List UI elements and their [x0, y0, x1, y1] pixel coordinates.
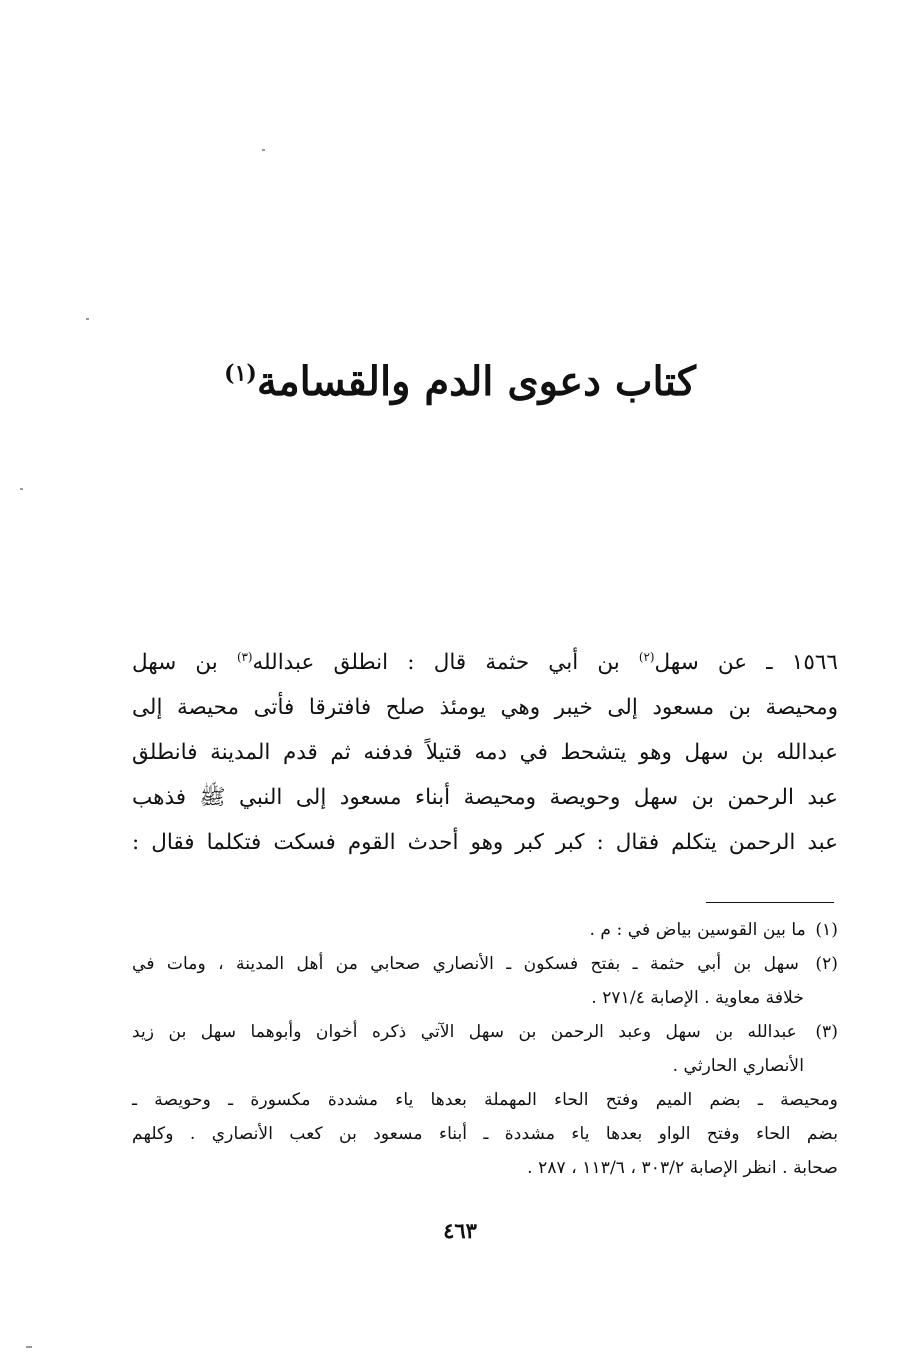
body-line-4: عبد الرحمن بن سهل وحويصة ومحيصة أبناء مسعود إلى النبي ﷺ فذهب [132, 785, 838, 810]
footnote-3-number: (٣) [815, 1022, 838, 1042]
footnote-2-line-1: سهل بن أبي حثمة ـ بفتح فسكون ـ الأنصاري صحابي من أهل المدينة ، ومات في [132, 954, 799, 974]
footnote-continuation-line-1: ومحيصة ـ بضم الميم وفتح الحاء المهملة بعدها ياء مشددة مكسورة ـ وحويصة ـ [132, 1090, 838, 1110]
body-line-2: ومحيصة بن مسعود إلى خيبر وهي يومئذ صلح فافترقا فأتى محيصة إلى [132, 695, 838, 720]
footnote-3-line-1: عبدالله بن سهل وعبد الرحمن بن سهل الآتي ذكره أخوان وأبوهما سهل بن زيد [132, 1022, 797, 1042]
footnote-2-number: (٢) [815, 954, 839, 974]
footnote-continuation-line-2: بضم الحاء وفتح الواو بعدها ياء مشددة ـ أبناء مسعود بن كعب الأنصاري . وكلهم [132, 1124, 838, 1144]
hadith-text [132, 640, 838, 865]
body-line-5: عبد الرحمن يتكلم فقال : كبر كبر وهو أحدث القوم فسكت فتكلما فقال : [132, 830, 838, 855]
body-line-1 [132, 640, 838, 685]
scan-speck [86, 318, 89, 320]
footnote-1-text: ما بين القوسين بياض في : م . [589, 920, 806, 940]
footnote-1 [132, 913, 838, 947]
footnote-continuation-line-3: صحابة . انظر الإصابة ٣٠٣/٢ ، ١١٣/٦ ، ٢٨٧ . [527, 1158, 838, 1178]
footnote-marker-2: (٢) [638, 649, 655, 664]
scan-speck [26, 1346, 32, 1348]
footnote-divider [706, 902, 834, 903]
footnotes [132, 913, 838, 1185]
footnote-3-line-2: الأنصاري الحارثي . [672, 1056, 804, 1076]
footnote-marker-3: (٣) [236, 649, 253, 664]
footnote-2 [132, 947, 838, 981]
body-line-1-middle: بن أبي حثمة قال : انطلق عبدالله [252, 650, 639, 675]
chapter-title-text: كتاب دعوى الدم والقسامة [256, 358, 696, 405]
body-line-3: عبدالله بن سهل وهو يتشحط في دمه قتيلاً فدفنه ثم قدم المدينة فانطلق [132, 740, 838, 765]
page-number: ٤٦٣ [443, 1218, 477, 1243]
body-line-1-end: بن سهل [132, 650, 237, 675]
chapter-title-footnote-marker: (١) [224, 360, 257, 387]
footnote-1-number: (١) [815, 920, 838, 940]
scan-speck [20, 488, 23, 490]
footnote-2-line-2: خلافة معاوية . الإصابة ٢٧١/٤ . [591, 988, 804, 1008]
chapter-title [160, 352, 760, 412]
footnote-3 [132, 1015, 838, 1049]
scan-speck [262, 149, 265, 151]
body-line-1-start: ١٥٦٦ ـ عن سهل [654, 650, 838, 675]
